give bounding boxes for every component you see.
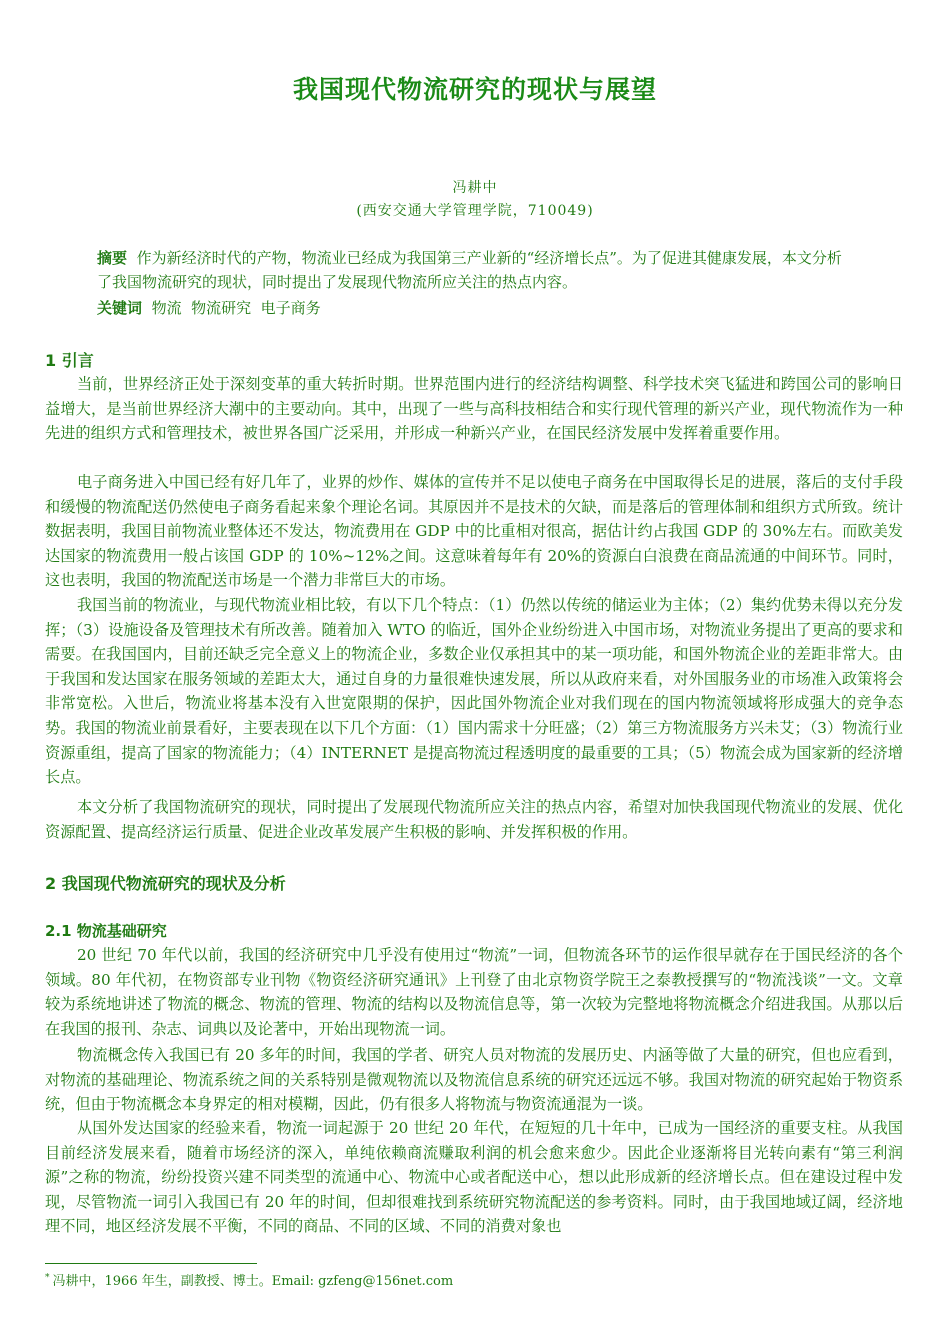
section-1-heading: 1 引言 (45, 351, 94, 370)
abstract (97, 246, 855, 294)
footnote-text: 冯耕中，1966 年生，副教授、博士。Email: gzfeng@156net.com (52, 1274, 454, 1289)
section-1-paragraph: 电子商务进入中国已经有好几年了，业界的炒作、媒体的宣传并不足以使电子商务在中国取得长足的进展，落后的支付手段和缓慢的物流配送仍然使电子商务看起来象个理论名词。其原因并不是技术的欠缺，而是落后的管理体制和组织方式所致。统计数据表明，我国目前物流业整体还不发达，物流费用在 GDP 中的比重相对很高，据估计约占我国 GDP 的 30%左右。而欧美发达国家的物流费用一般占该国 GDP 的 10%~12%之间。这意味着每年有 20%的资源白白浪费在商品流通的中间环节。同时，这也表明，我国的物流配送市场是一个潜力非常巨大的市场。 (45, 473, 903, 590)
paper-title: 我国现代物流研究的现状与展望 (292, 75, 657, 104)
section-1-paragraph: 我国当前的物流业，与现代物流业相比较，有以下几个特点：（1）仍然以传统的储运业为主体；（2）集约优势未得以充分发挥；（3）设施设备及管理技术有所改善。随着加入 WTO 的临近，国外企业纷纷进入中国市场，对物流业务提出了更高的要求和需要。在我国国内，目前还缺乏完全意义上的物流企业，多数企业仅承担其中的某一项功能，和国外物流企业的差距非常大。由于我国和发达国家在服务领域的差距太大，通过自身的力量很难快速发展，所以从政府来看，对外国服务业的市场准入政策将会非常宽松。入世后，物流业将基本没有入世宽限期的保护，因此国外物流企业对我们现在的国内物流领域将形成强大的竞争态势。我国的物流业前景看好，主要表现在以下几个方面：（1）国内需求十分旺盛；（2）第三方物流服务方兴未艾；（3）物流行业资源重组，提高了国家的物流能力；（4）INTERNET 是提高物流过程透明度的最重要的工具；（5）物流会成为国家新的经济增长点。 (45, 596, 903, 787)
section-2-1-paragraph: 从国外发达国家的经验来看，物流一词起源于 20 世纪 20 年代，在短短的几十年中，已成为一国经济的重要支柱。从我国目前经济发展来看，随着市场经济的深入，单纯依赖商流赚取利润的机会愈来愈少。因此企业逐渐将目光转向素有“第三利润源”之称的物流，纷纷投资兴建不同类型的流通中心、物流中心或者配送中心，想以此形成新的经济增长点。但在建设过程中发现，尽管物流一词引入我国已有 20 年的时间，但却很难找到系统研究物流配送的参考资料。同时，由于我国地域辽阔，经济地理不同，地区经济发展不平衡，不同的商品、不同的区域、不同的消费对象也 (45, 1119, 903, 1236)
author-affiliation: (西安交通大学管理学院，710049) (356, 203, 594, 219)
section-1-paragraph: 当前，世界经济正处于深刻变革的重大转折时期。世界范围内进行的经济结构调整、科学技术突飞猛进和跨国公司的影响日益增大，是当前世界经济大潮中的主要动向。其中，出现了一些与高科技相结合和实行现代管理的新兴产业，现代物流作为一种先进的组织方式和管理技术，被世界各国广泛采用，并形成一种新兴产业，在国民经济发展中发挥着重要作用。 (45, 375, 903, 443)
section-1-paragraph: 本文分析了我国物流研究的现状，同时提出了发展现代物流所应关注的热点内容，希望对加快我国现代物流业的发展、优化资源配置、提高经济运行质量、促进企业改革发展产生积极的影响、并发挥积极的作用。 (45, 798, 903, 841)
section-2-1-paragraph: 20 世纪 70 年代以前，我国的经济研究中几乎没有使用过“物流”一词，但物流各环节的运作很早就存在于国民经济的各个领域。80 年代初，在物资部专业刊物《物资经济研究通讯》上刊登了由北京物资学院王之泰教授撰写的“物流浅谈”一文。文章较为系统地讲述了物流的概念、物流的管理、物流的结构以及物流信息等，第一次较为完整地将物流概念介绍进我国。从那以后在我国的报刊、杂志、词典以及论著中，开始出现物流一词。 (45, 946, 903, 1038)
keywords-label: 关键词 (97, 299, 143, 317)
footnote-divider (45, 1263, 257, 1264)
section-2-1-heading: 2.1 物流基础研究 (45, 922, 167, 940)
author-name: 冯耕中 (452, 180, 498, 196)
footnote-marker: * (45, 1272, 50, 1283)
section-2-heading: 2 我国现代物流研究的现状及分析 (45, 874, 286, 893)
abstract-label: 摘要 (97, 249, 128, 267)
keywords-text: 物流 物流研究 电子商务 (151, 299, 321, 317)
section-2-1-paragraph: 物流概念传入我国已有 20 多年的时间，我国的学者、研究人员对物流的发展历史、内涵等做了大量的研究，但也应看到，对物流的基础理论、物流系统之间的关系特别是微观物流以及物流信息系统的研究还远远不够。我国对物流的研究起始于物资系统，但由于物流概念本身界定的相对模糊，因此，仍有很多人将物流与物资流通混为一谈。 (45, 1046, 903, 1114)
footnote (45, 1270, 453, 1289)
abstract-text: 作为新经济时代的产物，物流业已经成为我国第三产业新的“经济增长点”。为了促进其健康发展，本文分析了我国物流研究的现状，同时提出了发展现代物流所应关注的热点内容。 (97, 249, 842, 291)
keywords (97, 298, 855, 318)
